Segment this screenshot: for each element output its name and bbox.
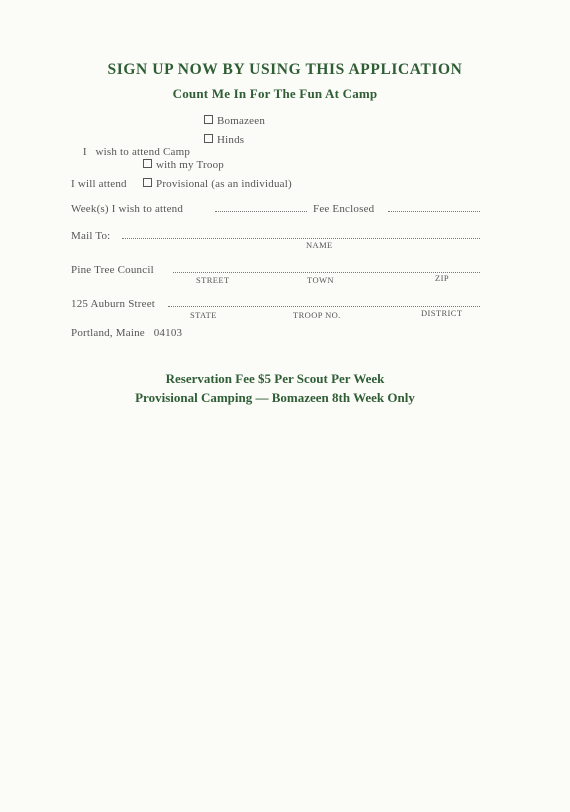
name-caption: NAME [306,240,333,250]
attend-option-provisional [143,178,292,190]
provisional-label: Provisional (as an individual) [156,178,292,190]
bomazeen-checkbox[interactable] [204,115,213,124]
hinds-checkbox[interactable] [204,134,213,143]
weeks-field[interactable] [215,210,307,212]
address-line-3: Portland, Maine 04103 [71,327,183,339]
attend-option-troop [143,159,224,171]
town-caption: TOWN [307,275,334,285]
troop-label: with my Troop [156,159,225,171]
zip-caption: ZIP [435,273,449,283]
form-subtitle: Count Me In For The Fun At Camp [172,86,378,101]
state-troop-district-field[interactable] [168,305,480,307]
camp-option-hinds [204,134,244,146]
name-field[interactable] [122,237,480,239]
reservation-fee-note: Reservation Fee $5 Per Scout Per Week [165,371,385,386]
state-caption: STATE [190,310,217,320]
fee-field[interactable] [388,210,480,212]
hinds-label: Hinds [217,134,245,146]
street-caption: STREET [196,275,230,285]
attend-choice-prefix: I will attend [71,178,127,190]
fee-label: Fee Enclosed [313,203,375,215]
mail-to-label: Mail To: [71,230,111,242]
provisional-camping-note: Provisional Camping — Bomazeen 8th Week Only [135,390,415,405]
address-line-1: Pine Tree Council [71,264,154,276]
district-caption: DISTRICT [421,308,463,318]
troop-caption: TROOP NO. [293,310,341,320]
street-town-zip-field[interactable] [173,271,480,273]
camp-choice-prefix: I wish to attend Camp [82,146,191,158]
form-title: SIGN UP NOW BY USING THIS APPLICATION [107,61,463,78]
bomazeen-label: Bomazeen [217,115,266,127]
weeks-label: Week(s) I wish to attend [71,203,184,215]
provisional-checkbox[interactable] [143,178,152,187]
troop-checkbox[interactable] [143,159,152,168]
camp-option-bomazeen [204,115,265,127]
address-line-2: 125 Auburn Street [71,298,156,310]
